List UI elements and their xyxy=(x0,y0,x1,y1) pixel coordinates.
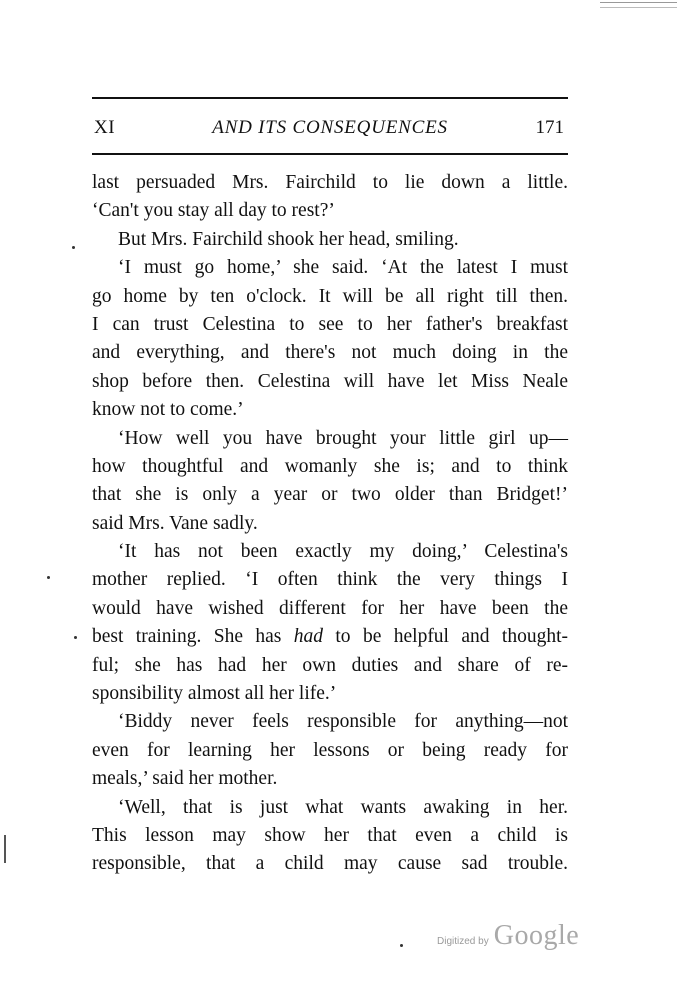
text-line: But Mrs. Fairchild shook her head, smiling. xyxy=(118,228,459,250)
text-line: ‘Biddy never feels responsible for anything—not xyxy=(118,711,568,733)
text-line: would have wished different for her have been the xyxy=(92,597,568,619)
watermark-prefix: Digitized by xyxy=(437,936,489,947)
text-line: shop before then. Celestina will have let Miss Neale xyxy=(92,370,568,392)
text-line: ful; she has had her own duties and share of re- xyxy=(92,654,568,676)
text-line: I can trust Celestina to see to her father's breakfast xyxy=(92,313,568,335)
scan-edge-line xyxy=(600,2,677,3)
text-line: ‘Can't you stay all day to rest?’ xyxy=(92,200,335,222)
text-line: This lesson may show her that even a child is xyxy=(92,824,568,846)
header-top-rule xyxy=(92,97,568,99)
text-line: even for learning her lessons or being ready for xyxy=(92,739,568,761)
text-line: go home by ten o'clock. It will be all right till then. xyxy=(92,285,568,307)
digitized-watermark xyxy=(437,920,579,960)
running-title: AND ITS CONSEQUENCES xyxy=(212,117,448,138)
text-line: that she is only a year or two older than Bridget!’ xyxy=(92,484,568,506)
body-text xyxy=(92,169,568,879)
running-head xyxy=(92,113,568,143)
emphasis: had xyxy=(293,626,323,648)
text-line: responsible, that a child may cause sad trouble. xyxy=(92,853,568,875)
margin-speck xyxy=(72,246,75,249)
header-bottom-rule xyxy=(92,153,568,155)
page-number: 171 xyxy=(535,117,564,138)
text-line: ‘How well you have brought your little girl up— xyxy=(118,427,568,449)
text-line: know not to come.’ xyxy=(92,399,244,421)
text-line: best training. She has had to be helpful and thought- xyxy=(92,626,568,648)
chapter-number: XI xyxy=(94,117,116,138)
text-line: ‘Well, that is just what wants awaking in her. xyxy=(118,796,568,818)
text-line: ‘It has not been exactly my doing,’ Celestina's xyxy=(118,541,568,563)
text-line: sponsibility almost all her life.’ xyxy=(92,683,337,705)
text-line: said Mrs. Vane sadly. xyxy=(92,512,258,534)
margin-speck xyxy=(400,944,403,947)
text-line: meals,’ said her mother. xyxy=(92,768,278,790)
google-logo: Google xyxy=(493,920,580,951)
text-line: how thoughtful and womanly she is; and to think xyxy=(92,455,568,477)
margin-mark xyxy=(4,835,6,863)
margin-speck xyxy=(74,636,77,639)
margin-speck xyxy=(47,576,50,579)
text-line: ‘I must go home,’ she said. ‘At the latest I must xyxy=(118,257,568,279)
text-line: and everything, and there's not much doing in the xyxy=(92,342,568,364)
scan-edge-line xyxy=(600,7,677,8)
text-line: mother replied. ‘I often think the very things I xyxy=(92,569,568,591)
text-line: last persuaded Mrs. Fairchild to lie down a little. xyxy=(92,172,568,193)
